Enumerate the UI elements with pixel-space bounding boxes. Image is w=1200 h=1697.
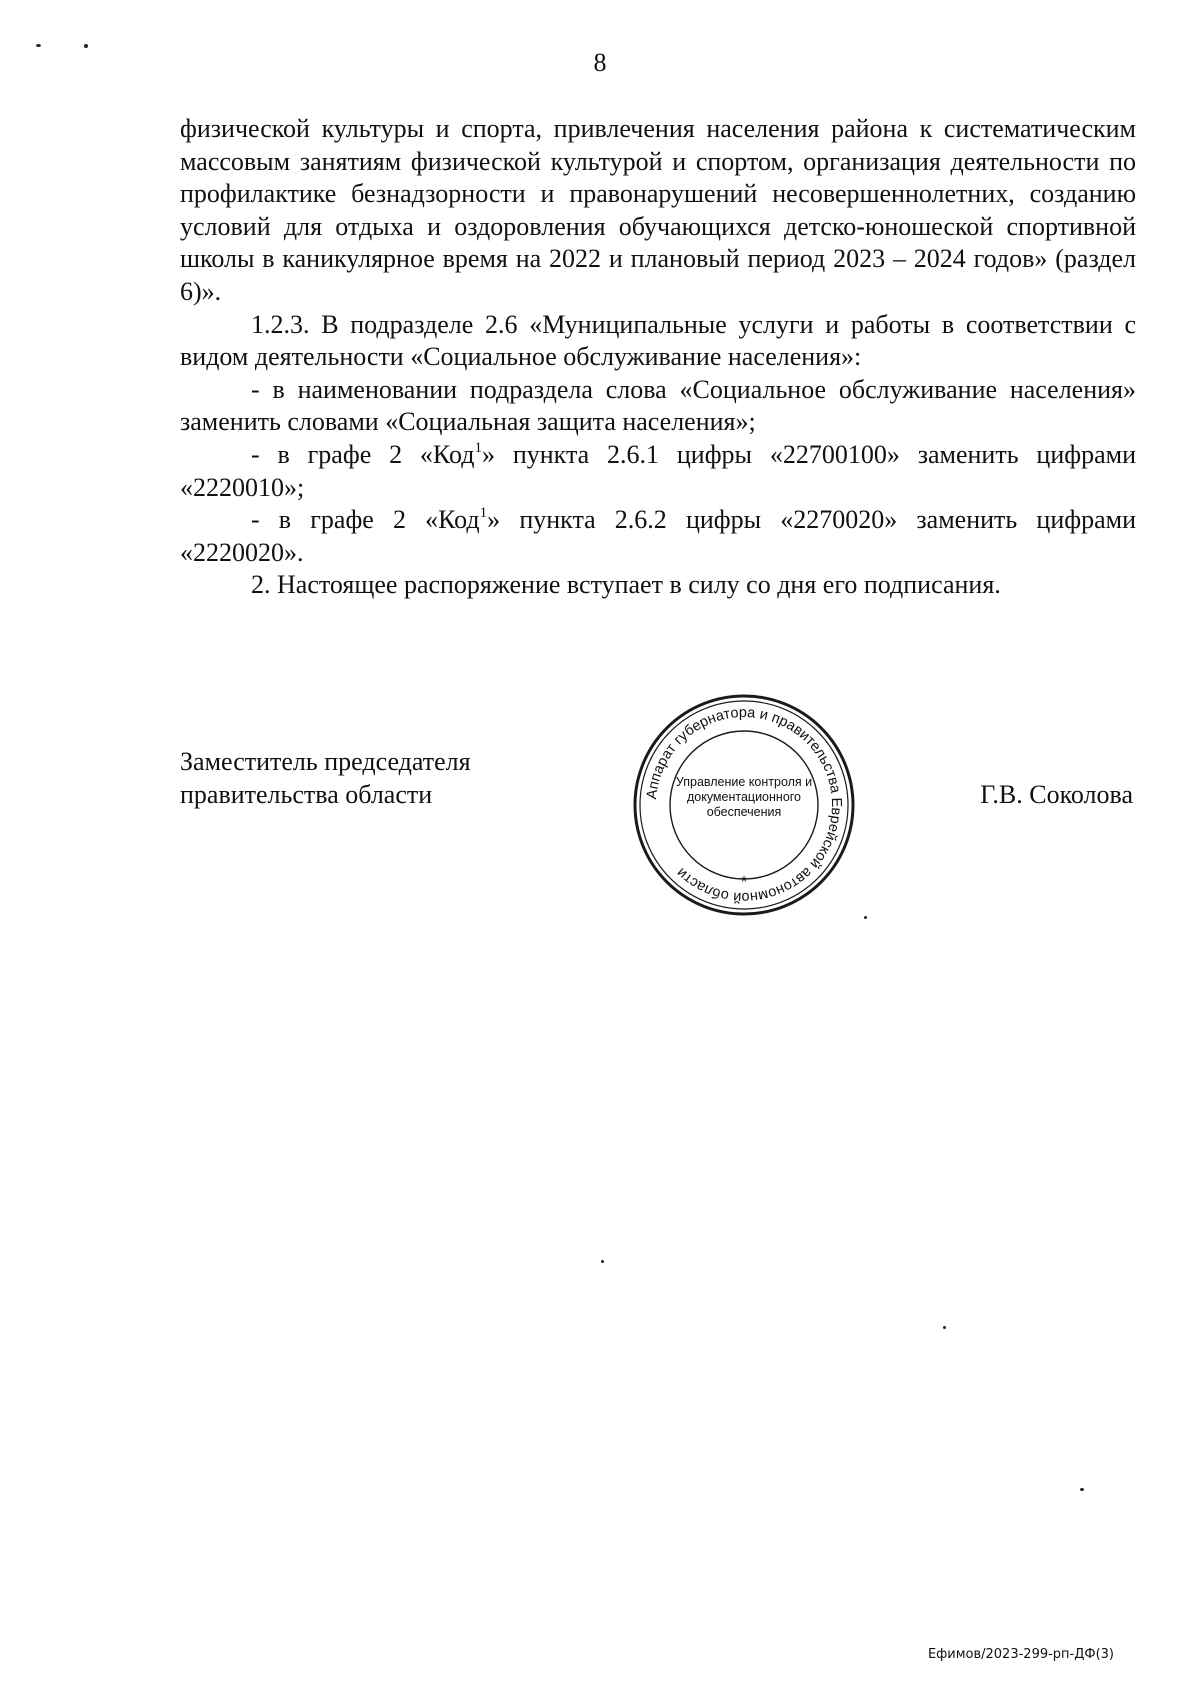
signatory-position-line1: Заместитель председателя (180, 747, 471, 776)
paragraph-code-2-6-1 (180, 439, 1136, 504)
seal-ring-text: Аппарат губернатора и правительства Еврейской автономной области (644, 704, 845, 906)
scan-speck (601, 1260, 604, 1263)
scan-speck (84, 44, 88, 48)
document-body (180, 113, 1136, 602)
footnote-marker: 1 (474, 439, 482, 456)
paragraph-code-2-6-2 (180, 504, 1136, 569)
signatory-position-line2: правительства области (180, 780, 433, 809)
code-2-6-1-text-after: » пункта 2.6.1 цифры «22700100» заменить цифрами «2220010»; (180, 439, 1136, 502)
scan-speck (1080, 1488, 1084, 1491)
code-2-6-2-text-before: - в графе 2 «Код (251, 505, 480, 535)
footnote-marker: 1 (479, 505, 488, 522)
seal-center-line2: документационного (686, 790, 802, 804)
code-2-6-2-text-after: » пункта 2.6.2 цифры «2270020» заменить цифрами «2220020». (180, 505, 1136, 567)
scan-speck (943, 1326, 946, 1329)
page-number: 8 (593, 48, 607, 77)
scan-speck (864, 916, 867, 919)
seal-center-line3: обеспечения (706, 805, 782, 819)
signatory-position (180, 745, 471, 811)
seal-center-line1: Управление контроля и (675, 775, 813, 789)
paragraph-continuation: физической культуры и спорта, привлечения населения района к систематическим массовым занятиям физической культурой и спортом, организация деятельности по профилактике безнадзорности и правонарушений несовершеннолетних, созданию условий для отдыха и оздоровления обучающихся детско-юношеской спортивной школы в каникулярное время на 2022 и плановый период 2023 – 2024 годов» (раздел 6)». (180, 114, 1136, 306)
signer-name: Г.В. Соколова (980, 780, 1133, 809)
code-2-6-1-text-before: - в графе 2 «Код (251, 439, 475, 469)
official-seal (629, 690, 859, 920)
paragraph-1-2-3: 1.2.3. В подразделе 2.6 «Муниципальные услуги и работы в соответствии с видом деятельности «Социальное обслуживание населения»: (180, 309, 1136, 372)
paragraph-rename-subsection: - в наименовании подраздела слова «Социальное обслуживание населения» заменить словами «Социальная защита населения»; (180, 374, 1136, 437)
seal-star: * (740, 874, 748, 891)
paragraph-effective-date: 2. Настоящее распоряжение вступает в силу со дня его подписания. (251, 570, 1001, 600)
scan-speck (36, 44, 41, 47)
document-reference: Ефимов/2023-299-рп-ДФ(3) (927, 1647, 1114, 1662)
seal-center-text (669, 775, 819, 820)
